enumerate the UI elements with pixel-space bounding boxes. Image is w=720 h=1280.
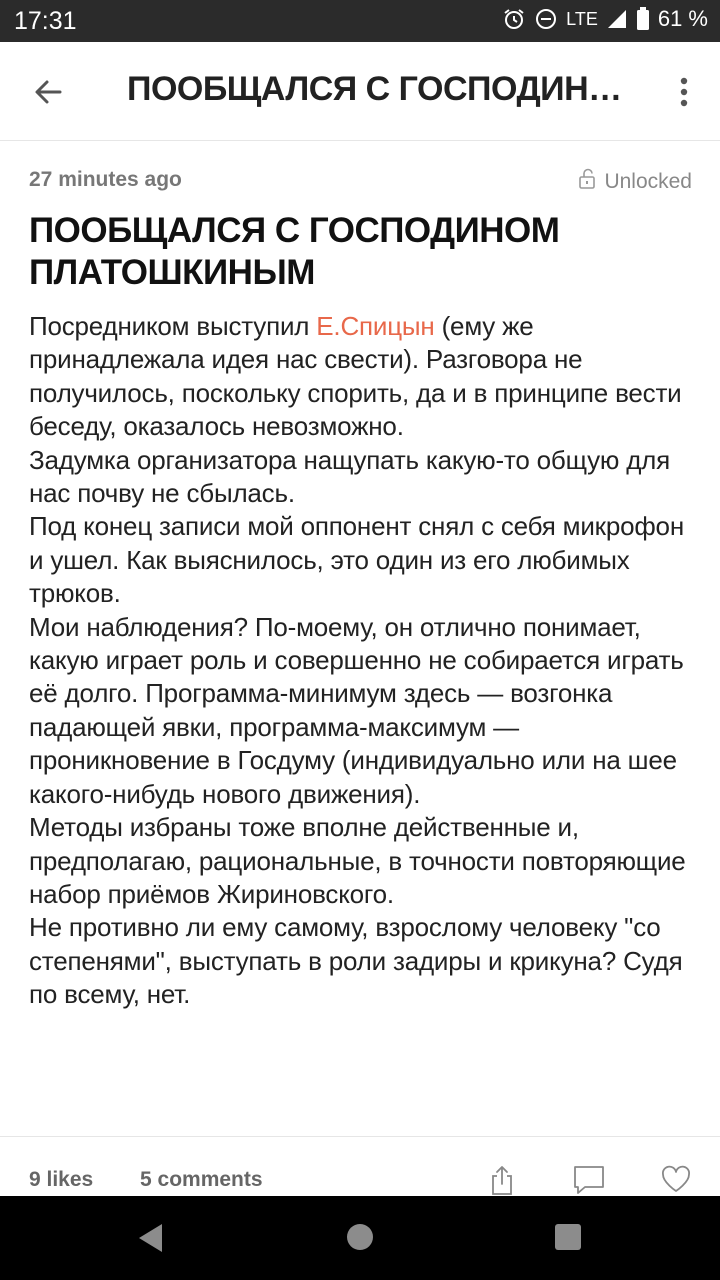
nav-recents-icon[interactable] (555, 1224, 581, 1250)
post-paragraph: Не противно ли ему самому, взрослому человеку "со степенями", выступать в роли задиры и крикуна? Судя по всему, нет. (29, 912, 683, 1010)
system-nav-bar (0, 1196, 720, 1280)
post-text: Посредником выступил (29, 311, 317, 341)
app-bar (0, 42, 720, 141)
network-label: LTE (566, 8, 598, 29)
footer-divider (0, 1136, 720, 1137)
lock-status-label: Unlocked (604, 170, 692, 193)
author-mention-link[interactable]: Е.Спицын (316, 311, 435, 341)
status-icons (502, 6, 708, 32)
alarm-icon (502, 7, 526, 31)
post-paragraph: Методы избраны тоже вполне действенные и, предполагаю, рациональные, в точности повторяющие набор приёмов Жириновского. (29, 812, 686, 909)
back-arrow-icon[interactable] (26, 70, 70, 114)
post-paragraph (29, 310, 699, 444)
nav-back-icon[interactable] (136, 1222, 164, 1259)
battery-percent: 61 % (657, 6, 708, 31)
post-meta (29, 168, 692, 198)
post-paragraph: Задумка организатора нащупать какую-то общую для нас почву не сбылась. (29, 444, 671, 509)
more-vert-icon[interactable] (674, 72, 694, 112)
app-bar-title: ПООБЩАЛСЯ С ГОСПОДИН… (127, 70, 622, 108)
heart-icon[interactable] (660, 1164, 692, 1199)
status-bar (0, 0, 720, 42)
battery-icon (636, 7, 650, 31)
likes-count[interactable]: 9 likes (29, 1168, 94, 1191)
post-body (29, 310, 699, 1012)
comments-count[interactable]: 5 comments (140, 1168, 263, 1191)
lock-status (578, 168, 692, 196)
do-not-disturb-icon (534, 7, 558, 31)
post-paragraph: Под конец записи мой оппонент снял с себя микрофон и ушел. Как выяснилось, это один из его любимых трюков. (29, 511, 684, 609)
post-title: ПООБЩАЛСЯ С ГОСПОДИНОМ ПЛАТОШКИНЫМ (29, 211, 560, 292)
post-paragraph: Мои наблюдения? По-моему, он отлично понимает, какую играет роль и совершенно не собирается играть её долго. Программа-минимум здесь — возгонка падающей явки, программа-максимум — проникновение в Госдуму (индивидуально или на шее какого-нибудь нового движения). (29, 611, 684, 809)
post-text: (ему же принадлежала идея нас свести). Разговора не получилось, поскольку спорить, да и в принципе вести беседу, оказалось невозможно. (29, 311, 682, 442)
nav-home-icon[interactable] (347, 1224, 373, 1250)
unlocked-icon (578, 168, 598, 196)
post-footer (0, 1160, 720, 1200)
signal-icon (606, 8, 628, 30)
status-time: 17:31 (14, 7, 77, 35)
post-time-ago: 27 minutes ago (29, 168, 182, 191)
